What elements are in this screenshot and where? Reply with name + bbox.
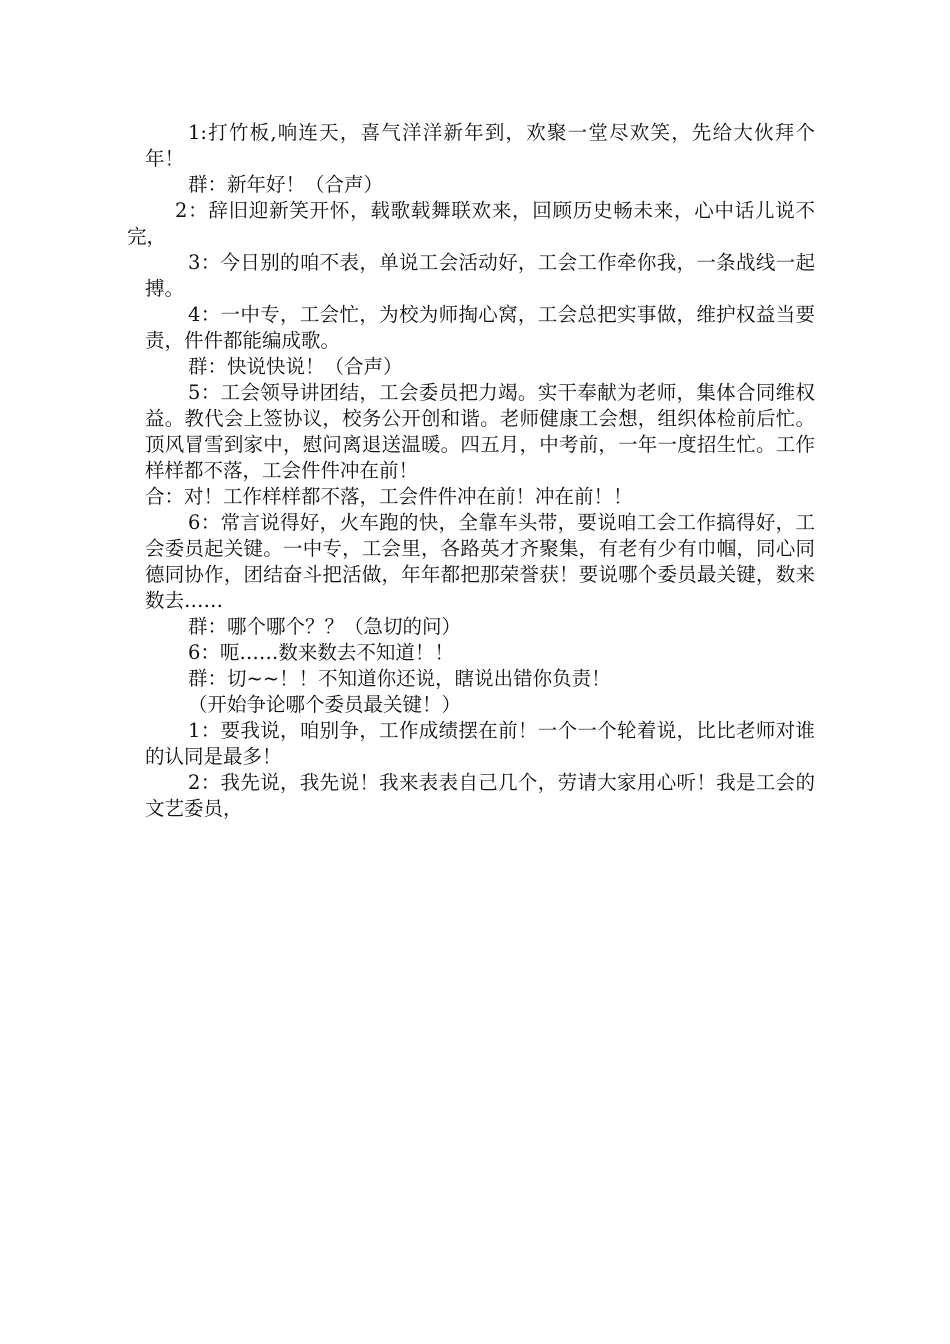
paragraph-2: 群：新年好！（合声） [188,173,384,196]
paragraph-3: 2：辞旧迎新笑开怀，载歌载舞联欢来，回顾历史畅未来，心中话儿说不完， [127,199,815,248]
paragraph-4: 3：今日别的咱不表，单说工会活动好，工会工作牵你我，一条战线一起搏。 [145,251,815,300]
paragraph-10: 群：哪个哪个？？（急切的问） [188,615,462,638]
paragraph-11: 6：呃……数来数去不知道！！ [188,641,454,664]
paragraph-8: 合：对！工作样样都不落，工会件件冲在前！冲在前！！ [145,485,633,508]
paragraph-12: 群：切~~！！不知道你还说，瞎说出错你负责！ [188,667,611,690]
paragraph-14: 1：要我说，咱别争，工作成绩摆在前！一个一个轮着说，比比老师对谁的认同是最多！ [145,719,815,768]
paragraph-9: 6：常言说得好，火车跑的快，全靠车头带，要说咱工会工作搞得好，工会委员起关键。一中专，工会里，各路英才齐聚集，有老有少有巾帼，同心同德同协作，团结奋斗把活做，年年都把那荣誉获！要说哪个委员最关键，数来数去…… [145,511,815,612]
paragraph-1: 1:打竹板,响连天，喜气洋洋新年到，欢聚一堂尽欢笑，先给大伙拜个年！ [145,121,815,170]
paragraph-7: 5：工会领导讲团结，工会委员把力竭。实干奉献为老师，集体合同维权益。教代会上签协议，校务公开创和谐。老师健康工会想，组织体检前后忙。顶风冒雪到家中，慰问离退送温暖。四五月，中考前，一年一度招生忙。工作样样都不落，工会件件冲在前！ [145,381,815,482]
paragraph-15: 2：我先说，我先说！我来表表自己几个，劳请大家用心听！我是工会的文艺委员， [145,771,815,820]
paragraph-13: （开始争论哪个委员最关键！） [188,693,462,716]
paragraph-5: 4：一中专，工会忙，为校为师掏心窝，工会总把实事做，维护权益当要责，件件都能编成歌。 [145,303,815,352]
document-body [127,120,815,822]
paragraph-6: 群：快说快说！（合声） [188,355,403,378]
